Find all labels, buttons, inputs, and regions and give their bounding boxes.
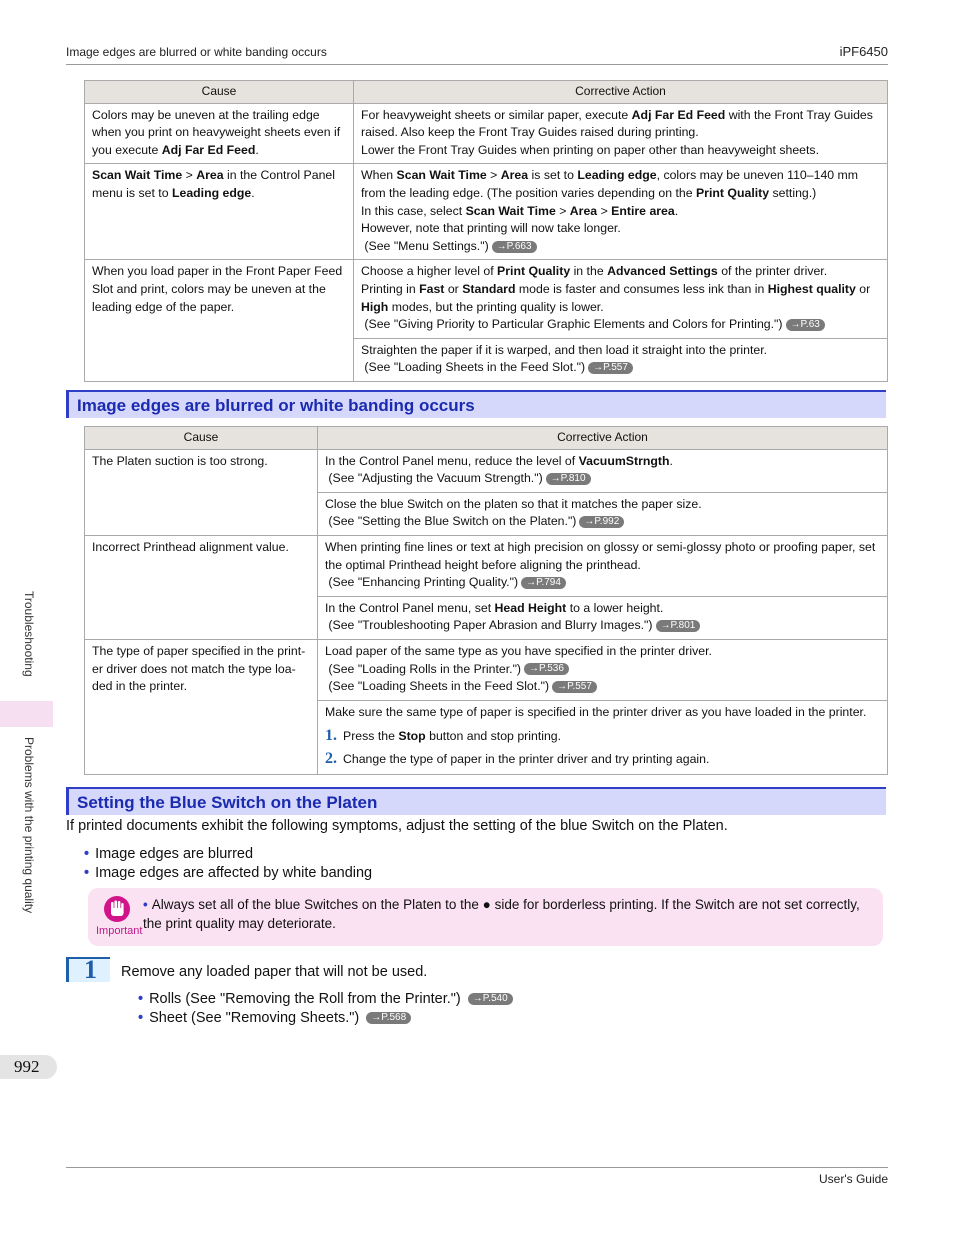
cause-cell: Incorrect Printhead alignment value. — [85, 535, 318, 639]
cause-cell: When you load paper in the Front Paper Feed Slot and print, colors may be uneven at the leading edge of the paper. — [85, 260, 354, 382]
footer-title: User's Guide — [819, 1172, 888, 1186]
page-ref-link[interactable]: →P.663 — [492, 241, 537, 253]
important-label: Important — [96, 925, 143, 937]
page-ref-link[interactable]: →P.810 — [546, 473, 591, 485]
page-ref-link[interactable]: →P.992 — [579, 516, 624, 528]
table-row — [85, 449, 888, 492]
section-heading-blurred-edges: Image edges are blurred or white banding occurs — [66, 390, 886, 418]
action-cell: For heavyweight sheets or similar paper, execute Adj Far Ed Feed with the Front Tray Guides raised. Also keep the Front Tray Guides raised during printing. Lower the Front Tray Guides when printing on paper other than heavyweight sheets. — [354, 103, 888, 164]
list-item: • Sheet (See "Removing Sheets.") →P.568 — [138, 1010, 411, 1026]
step-number-badge: 1 — [66, 957, 110, 982]
action-cell: Close the blue Switch on the platen so that it matches the paper size. (See "Setting the Blue Switch on the Platen.") →P.992 — [318, 492, 888, 535]
cause-cell: Colors may be uneven at the trailing edge when you print on heavyweight sheets even if you execute Adj Far Ed Feed. — [85, 103, 354, 164]
page-ref-link[interactable]: →P.540 — [468, 993, 513, 1005]
action-cell: Straighten the paper if it is warped, and then load it straight into the printer. (See "Loading Sheets in the Feed Slot.") →P.557 — [354, 338, 888, 381]
action-cell: Make sure the same type of paper is specified in the printer driver as you have loaded in the printer. 1. Press the Stop button and stop printing. 2. Change the type of paper in the printer driver and try printing again. — [318, 700, 888, 774]
action-cell: In the Control Panel menu, reduce the level of VacuumStrngth. (See "Adjusting the Vacuum Strength.") →P.810 — [318, 449, 888, 492]
table-row — [85, 639, 888, 700]
running-header-title: Image edges are blurred or white banding occurs — [66, 45, 327, 59]
side-section-label: Problems with the printing quality — [22, 737, 36, 914]
table-row — [85, 260, 888, 338]
intro-paragraph: If printed documents exhibit the following symptoms, adjust the setting of the blue Switch on the Platen. — [66, 818, 728, 834]
numbered-step: 2. Change the type of paper in the printer driver and try printing again. — [325, 749, 710, 767]
page-ref-link[interactable]: →P.568 — [366, 1012, 411, 1024]
section-heading-blue-switch: Setting the Blue Switch on the Platen — [66, 787, 886, 815]
table-row — [85, 164, 888, 260]
cause-action-table-2 — [84, 426, 888, 775]
list-item: • Image edges are blurred — [84, 846, 254, 862]
page-ref-link[interactable]: →P.63 — [786, 319, 825, 331]
table-header-action: Corrective Action — [354, 81, 888, 104]
header-rule — [66, 64, 888, 65]
action-cell: Load paper of the same type as you have specified in the printer driver. (See "Loading Rolls in the Printer.") →P.536 (See "Loading Sheets in the Feed Slot.") →P.557 — [318, 639, 888, 700]
page-ref-link[interactable]: →P.557 — [588, 362, 633, 374]
cause-action-table-1 — [84, 80, 888, 382]
footer-rule — [66, 1167, 888, 1168]
cause-cell: Scan Wait Time > Area in the Control Panel menu is set to Leading edge. — [85, 164, 354, 260]
table-row — [85, 103, 888, 164]
page-ref-link[interactable]: →P.557 — [552, 681, 597, 693]
page-ref-link[interactable]: →P.794 — [521, 577, 566, 589]
page-ref-link[interactable]: →P.536 — [524, 663, 569, 675]
side-chapter-tab — [0, 701, 53, 727]
action-cell: When printing fine lines or text at high precision on glossy or semi-glossy photo or proofing paper, set the optimal Printhead height before aligning the printhead. (See "Enhancing Printing Quality.") →P.794 — [318, 535, 888, 596]
hand-stop-icon — [104, 896, 130, 922]
cause-cell: The type of paper specified in the print-er driver does not match the type loa-ded in the printer. — [85, 639, 318, 774]
step-text: Remove any loaded paper that will not be used. — [121, 964, 428, 980]
cause-cell: The Platen suction is too strong. — [85, 449, 318, 535]
action-cell: When Scan Wait Time > Area is set to Leading edge, colors may be uneven 110–140 mm from the leading edge. (The position varies depending on the Print Quality setting.) In this case, select Scan Wait Time > Area > Entire area. However, note that printing will now take longer. (See "Menu Settings.") →P.663 — [354, 164, 888, 260]
important-text: • Always set all of the blue Switches on the Platen to the ● side for borderless printing. If the Switch are not set correctly, the print quality may deteriorate. — [143, 897, 860, 931]
list-item: • Image edges are affected by white banding — [84, 865, 373, 881]
side-chapter-label: Troubleshooting — [22, 591, 36, 677]
page-number-tab: 992 — [0, 1055, 57, 1079]
table-header-action: Corrective Action — [318, 427, 888, 450]
running-header-model: iPF6450 — [839, 44, 888, 59]
action-cell: Choose a higher level of Print Quality in the Advanced Settings of the printer driver. Printing in Fast or Standard mode is faster and consumes less ink than in Highest quality or High modes, but the printing quality is lower. (See "Giving Priority to Particular Graphic Elements and Colors for Printing.") →P.63 — [354, 260, 888, 338]
table-header-cause: Cause — [85, 81, 354, 104]
table-row — [85, 535, 888, 596]
page-ref-link[interactable]: →P.801 — [656, 620, 701, 632]
numbered-step: 1. Press the Stop button and stop printing. — [325, 727, 562, 745]
action-cell: In the Control Panel menu, set Head Height to a lower height. (See "Troubleshooting Paper Abrasion and Blurry Images.") →P.801 — [318, 596, 888, 639]
table-header-cause: Cause — [85, 427, 318, 450]
list-item: • Rolls (See "Removing the Roll from the Printer.") →P.540 — [138, 991, 513, 1007]
